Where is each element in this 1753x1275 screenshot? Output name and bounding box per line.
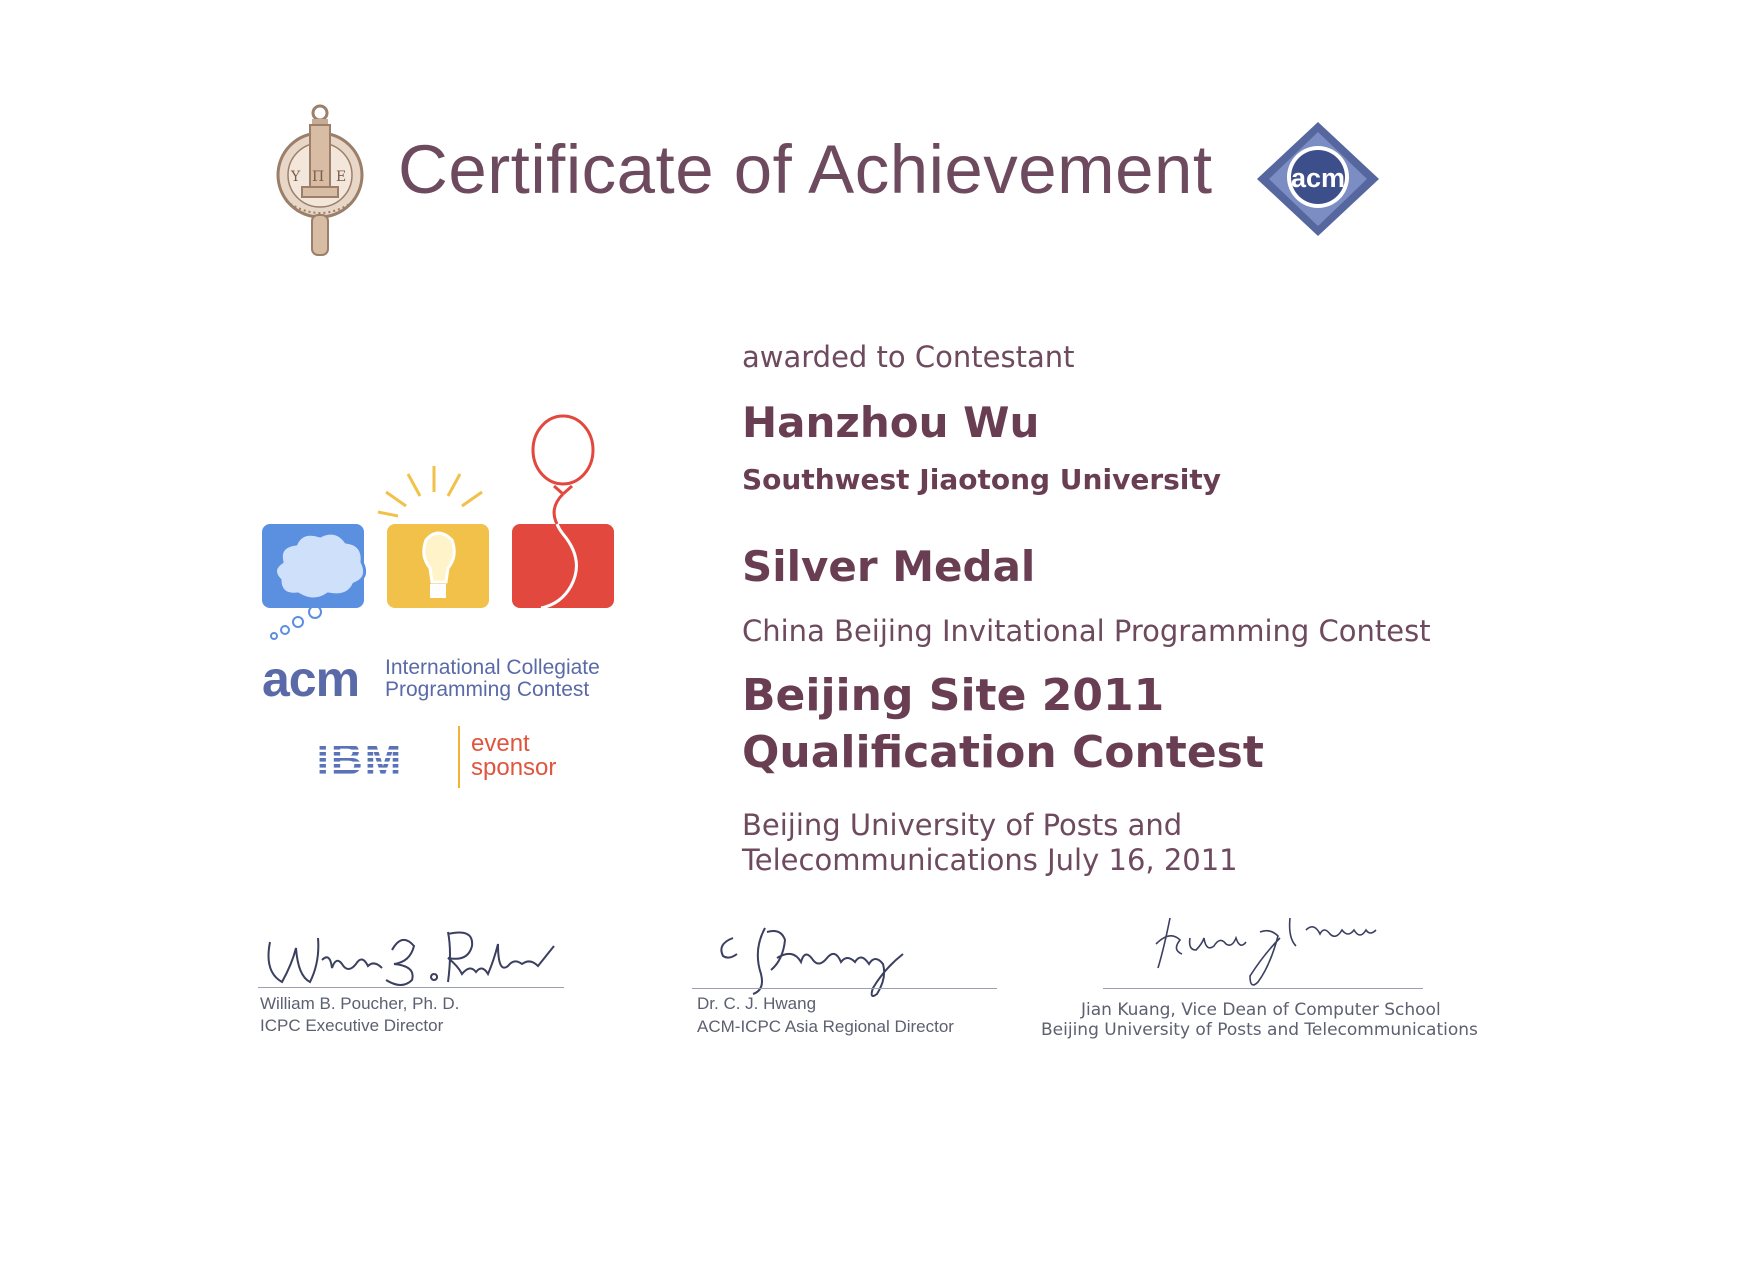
upe-letter-3: Ε [336, 169, 347, 185]
medal-award: Silver Medal [742, 542, 1036, 591]
venue-line2: Telecommunications July 16, 2011 [742, 843, 1238, 877]
event-sponsor-line2: sponsor [471, 754, 557, 781]
certificate-title: Certificate of Achievement [398, 131, 1213, 208]
sponsor-divider [458, 726, 460, 788]
ibm-logo [310, 734, 410, 780]
site-line2: Qualification Contest [742, 727, 1264, 778]
signature-line-2 [692, 988, 997, 989]
signatory-1-name: William B. Poucher, Ph. D. [260, 994, 460, 1013]
icpc-logo-art [258, 412, 624, 648]
contestant-name: Hanzhou Wu [742, 398, 1040, 447]
icpc-name-line2: Programming Contest [385, 678, 590, 701]
signatory-3-name: Jian Kuang, Vice Dean of Computer School [1081, 1000, 1441, 1020]
signatory-2-title: ACM-ICPC Asia Regional Director [697, 1017, 954, 1036]
contestant-university: Southwest Jiaotong University [742, 463, 1222, 496]
site-line1: Beijing Site 2011 [742, 670, 1165, 721]
ibm-wordmark: IBM [316, 735, 404, 780]
contest-name: China Beijing Invitational Programming Contest [742, 614, 1431, 648]
acm-diamond-logo [1255, 120, 1381, 238]
acm-badge-text: acm [1290, 163, 1346, 193]
signature-line-1 [258, 987, 564, 988]
signature-poucher [262, 920, 562, 990]
signature-hwang [705, 918, 965, 998]
venue-line1: Beijing University of Posts and [742, 808, 1183, 842]
icpc-name-line1: International Collegiate [385, 656, 600, 679]
event-sponsor-line1: event [471, 730, 530, 757]
signatory-3-title: Beijing University of Posts and Telecommunications [1041, 1020, 1478, 1040]
awarded-to-label: awarded to Contestant [742, 340, 1075, 374]
upe-key-logo [272, 103, 368, 261]
signature-kuang [1150, 908, 1410, 998]
acm-wordmark: acm [262, 651, 360, 707]
upe-letter-2: Π [312, 169, 325, 185]
signatory-1-title: ICPC Executive Director [260, 1016, 444, 1035]
upe-letter-1: Υ [291, 169, 301, 185]
balloon-icon [533, 416, 593, 484]
signatory-2-name: Dr. C. J. Hwang [697, 994, 817, 1013]
signature-line-3 [1103, 988, 1423, 989]
